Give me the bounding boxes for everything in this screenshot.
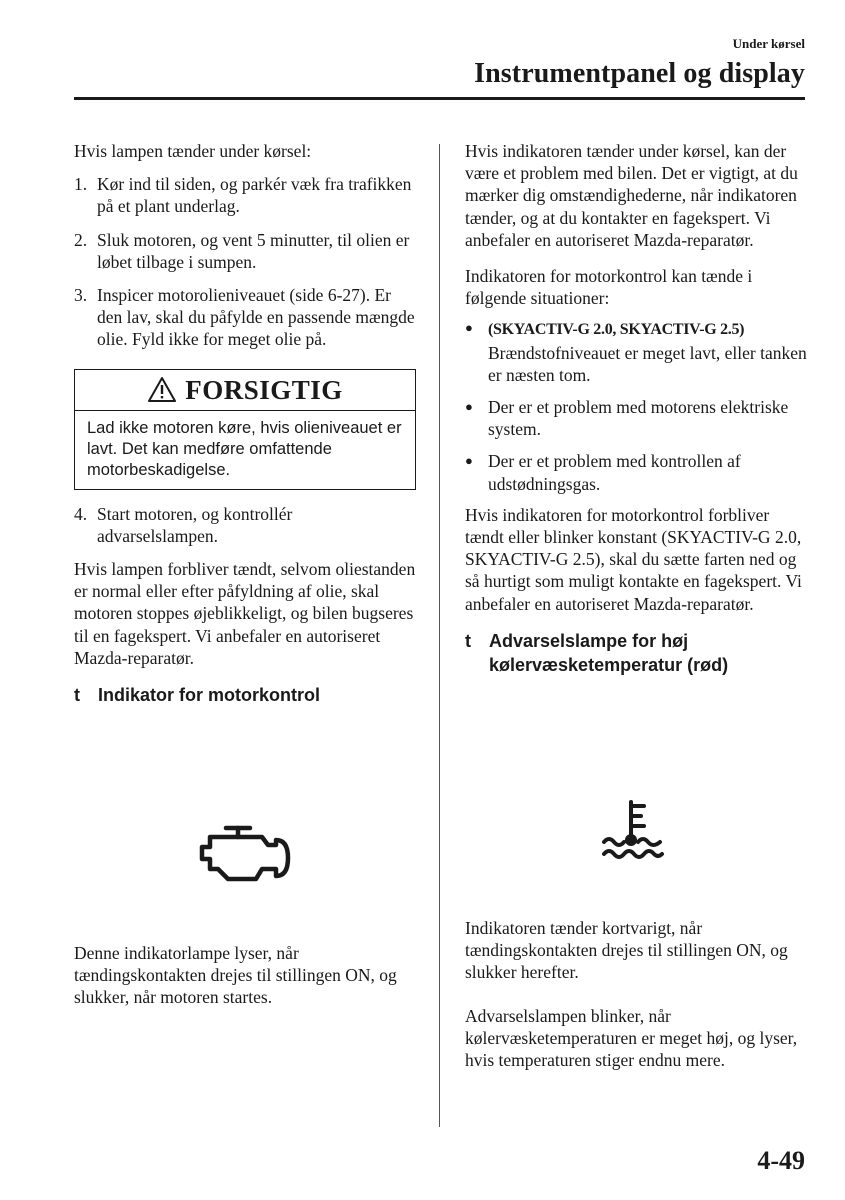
bullet-bold-label: (SKYACTIV-G 2.0, SKYACTIV-G 2.5) — [488, 321, 745, 339]
left-intro: Hvis lampen tænder under kørsel: — [74, 141, 312, 161]
caution-body: Lad ikke motoren køre, hvis olieniveauet er lavt. Det kan medføre omfattende motorbeskadigelse. — [87, 418, 402, 479]
warning-triangle-icon — [147, 376, 177, 403]
coolant-temperature-icon — [598, 798, 668, 867]
right-column — [465, 140, 810, 677]
engine-check-icon — [196, 824, 294, 891]
step-number: 3. — [74, 285, 88, 306]
bullet-dot-icon: ● — [465, 453, 473, 469]
bullet-dot-icon: ● — [465, 399, 473, 415]
section-label: Under kørsel — [732, 36, 805, 51]
step-text: Kør ind til siden, og parkér væk fra trafikken på et plant underlag. — [97, 174, 412, 217]
left-paragraph: Hvis lampen forbliver tændt, selvom oliestanden er normal eller efter påfyldning af olie, skal motoren stoppes øjeblikkeligt, og bilen bugseres til en fagekspert. Vi anbefaler en autoriseret Mazda-reparatør. — [74, 559, 416, 668]
step-text: Inspicer motorolieniveauet (side 6-27). Er den lav, skal du påfylde en passende mængde olie. Fyld ikke for meget olie på. — [97, 285, 415, 350]
right-paragraph-3: Hvis indikatoren for motorkontrol forbliver tændt eller blinker konstant (SKYACTIV-G 2.0, SKYACTIV-G 2.5), skal du sætte farten ned og så hurtigt som muligt kontakte en fagekspert. Vi anbefaler en autoriseret Mazda-reparatør. — [465, 504, 802, 614]
caution-box — [74, 369, 416, 490]
right-paragraph-1: Hvis indikatoren tænder under kørsel, kan der være et problem med bilen. Det er vigtigt, at du mærker dig omstændighederne, når indikatoren tænder, og at du kontakter en fagekspert. Vi anbefaler en autoriseret Mazda-reparatør. — [465, 141, 798, 250]
bullet-text: Der er et problem med motorens elektriske system. — [488, 397, 789, 440]
bullet-dot-icon: ● — [465, 320, 473, 336]
engine-check-description: Denne indikatorlampe lyser, når tændingskontakten drejes til stillingen ON, og slukker, når motoren startes. — [74, 943, 397, 1008]
page-title: Instrumentpanel og display — [474, 58, 805, 89]
step-number: 1. — [74, 174, 88, 195]
step-3 — [74, 284, 416, 351]
coolant-paragraph-2: Advarselslampen blinker, når kølervæsketemperaturen er meget høj, og lyser, hvis temperaturen stiger endnu mere. — [465, 1006, 798, 1071]
subheading-engine-check — [74, 683, 416, 707]
subheading-marker: t — [465, 630, 471, 651]
step-text: Sluk motoren, og vent 5 minutter, til olien er løbet tilbage i sumpen. — [97, 229, 410, 272]
bullet-item — [465, 396, 810, 440]
subheading-coolant — [465, 629, 810, 677]
caution-title: FORSIGTIG — [185, 374, 343, 405]
coolant-paragraph-1: Indikatoren tænder kortvarigt, når tændingskontakten drejes til stillingen ON, og slukker herefter. — [465, 918, 788, 983]
subheading-marker: t — [74, 685, 80, 706]
step-1 — [74, 173, 416, 217]
step-number: 4. — [74, 503, 88, 524]
subheading-text: Advarselslampe for høj kølervæsketemperatur (rød) — [489, 630, 729, 675]
bullet-text: Brændstofniveauet er meget lavt, eller tanken er næsten tom. — [488, 342, 807, 385]
page-number: 4-49 — [757, 1146, 805, 1175]
caution-header — [75, 370, 415, 411]
bullet-item — [465, 450, 810, 494]
step-text: Start motoren, og kontrollér advarselslampen. — [97, 503, 293, 546]
bullet-text: Der er et problem med kontrollen af udstødningsgas. — [488, 451, 741, 494]
bullet-item — [465, 317, 810, 386]
step-number: 2. — [74, 229, 88, 250]
header-rule — [74, 97, 805, 100]
right-paragraph-2: Indikatoren for motorkontrol kan tænde i følgende situationer: — [465, 266, 753, 309]
step-4 — [74, 503, 416, 547]
left-column — [74, 140, 416, 707]
step-2 — [74, 229, 416, 273]
column-divider — [439, 144, 440, 1127]
subheading-text: Indikator for motorkontrol — [98, 685, 320, 706]
